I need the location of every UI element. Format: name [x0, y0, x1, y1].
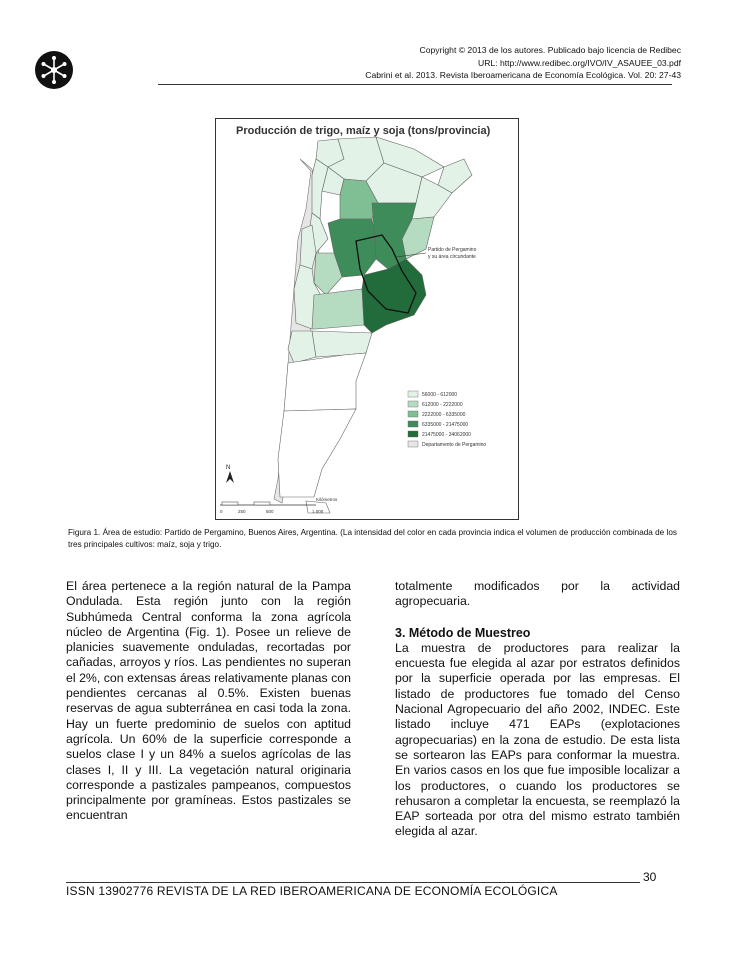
map-title: Producción de trigo, maíz y soja (tons/provincia) [236, 125, 491, 137]
north-label: N [226, 465, 231, 471]
journal-logo-icon [35, 51, 73, 89]
map-annotation-1: Partido de Pergamino [428, 247, 477, 253]
argentina-map [216, 119, 518, 519]
left-paragraph: El área pertenece a la región natural de la Pampa Ondulada. Esta región junto con la región Subhúmeda Central conforma la zona agrícola núcleo de Argentina (Fig. 1). Posee un relieve de planicies suavemente onduladas, recortadas por cañadas, arroyos y ríos. Las pendientes no superan el 2%, con extensas áreas relativamente planas con pendientes cercanas al 0.5%. Existen buenas reservas de agua subterránea en casi toda la zona. Hay un fuerte predominio de suelos con aptitud agrícola. Un 60% de la superficie corresponde a suelos clase I y un 84% a suelos agrícolas de las clases I, II y III. La vegetación natural originaria corresponde a pastizales pampeanos, compuestos principalmente por gramíneas. Estos pastizales se encuentran [66, 579, 351, 823]
scale-unit: Kilómetros [316, 497, 338, 502]
header-url: URL: http://www.redibec.org/IVO/IV_ASAUEE_03.pdf [477, 57, 681, 68]
scale-tick-3: 500 [266, 509, 274, 514]
figure-caption: Figura 1. Área de estudio: Partido de Pergamino, Buenos Aires, Argentina. (La intensidad del color en cada provincia indica el volumen de producción combinada de los tres principales cultivos: maíz, soja y trigo. [68, 528, 677, 549]
province-neuquen [288, 331, 316, 363]
province-santa-cruz [278, 409, 356, 497]
footer-rule [66, 882, 640, 883]
right-column [395, 579, 680, 840]
section-heading: 3. Método de Muestreo [395, 625, 531, 640]
copyright-header [365, 44, 681, 82]
legend-item-5: 21475000 - 34062000 [422, 432, 471, 438]
journal-footer: ISSN 13902776 REVISTA DE LA RED IBEROAMERICANA DE ECONOMÍA ECOLÓGICA [66, 884, 558, 898]
scale-tick-1: 0 [220, 509, 223, 514]
province-chubut [284, 353, 366, 411]
legend-dept: Departamento de Pergamino [422, 442, 487, 448]
right-paragraph-2: La muestra de productores para realizar la encuesta fue elegida al azar por estratos definidos por la superficie operada por las empresas. El listado de productores fue tomado del Censo Nacional Agropecuario del año 2002, INDEC. Este listado incluye 471 EAPs (explotaciones agropecuarias) en la zona de estudio. De esta lista se sortearon las EAPs para conformar la muestra. En varios casos en los que fue imposible localizar a los productores, o cuando los productores se rehusaron a completar la encuesta, se reemplazó la EAP sorteada por otra del mismo estrato también elegida al azar. [395, 640, 680, 839]
scale-tick-2: 250 [238, 509, 246, 514]
scale-tick-4: 1.000 [312, 509, 324, 514]
legend-item-2: 612000 - 2222000 [422, 402, 463, 408]
map-legend [408, 391, 486, 448]
map-annotation-2: y su área circundante [428, 254, 476, 260]
province-la-pampa [312, 289, 364, 329]
header-citation: Cabrini et al. 2013. Revista Iberoamericana de Economía Ecológica. Vol. 20: 27-43 [365, 70, 681, 80]
legend-item-4: 6335000 - 21475000 [422, 422, 469, 428]
legend-item-1: 56000 - 612000 [422, 392, 458, 398]
province-buenos-aires [362, 259, 426, 333]
page-number: 30 [643, 870, 657, 884]
figure-map [215, 118, 519, 520]
left-column [66, 579, 351, 824]
right-paragraph-1: totalmente modificados por la actividad agropecuaria. [395, 579, 680, 609]
north-arrow-icon [226, 465, 234, 483]
header-rule [158, 84, 672, 85]
legend-item-3: 2222000 - 6335000 [422, 412, 466, 418]
header-copyright: Copyright © 2013 de los autores. Publicado bajo licencia de Redibec [419, 45, 681, 55]
